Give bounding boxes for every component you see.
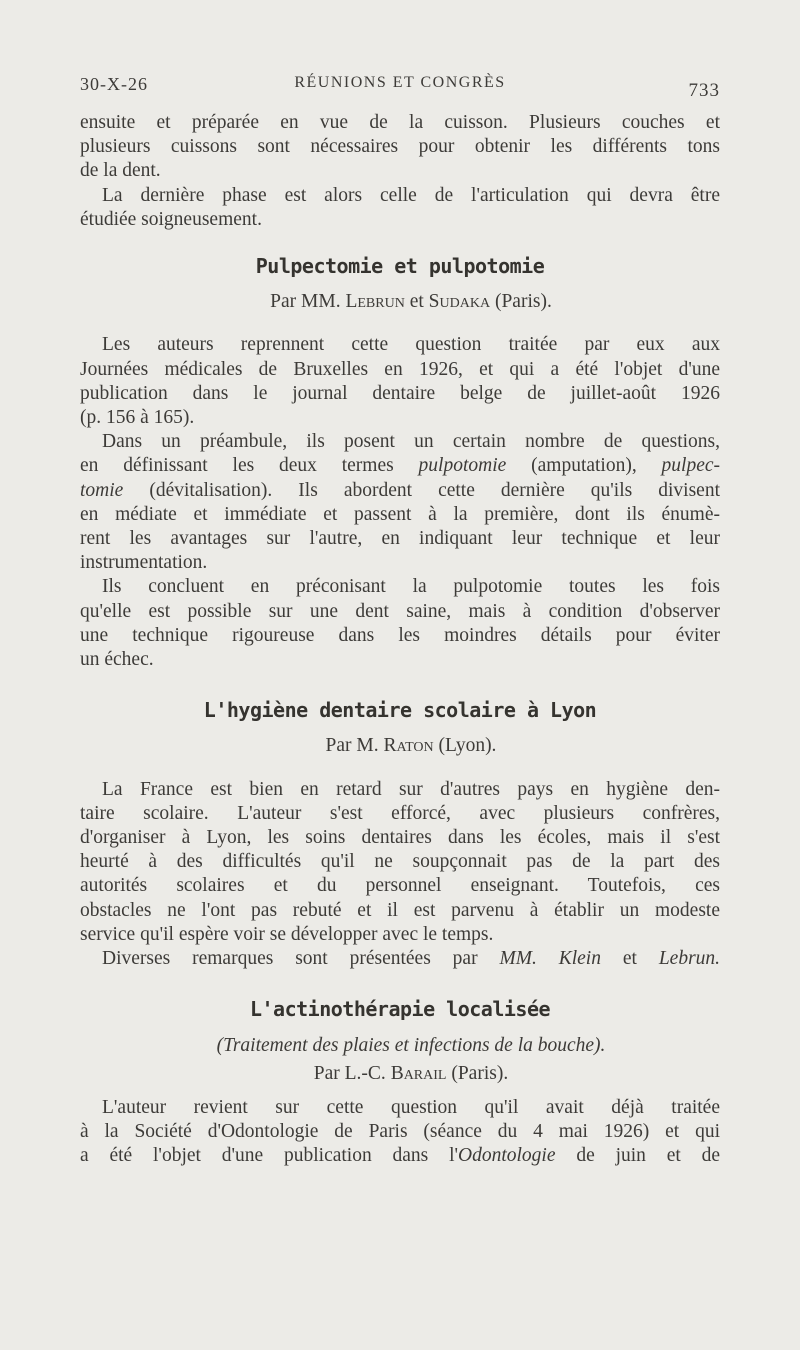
section-subtitle-actinotherapie: (Traitement des plaies et infections de la bouche). bbox=[216, 1034, 606, 1056]
section1-paragraph-2: Dans un préambule, ils posent un certain nombre de questions, en définissant les deux termes pulpotomie (amputation), pulpec- tomie (dévitalisation). Ils abordent cette dernière qu'ils divisent en médiate et immédiate et passent à la première, dont ils énumè- rent les avantages sur l'autre, en indiquant leur technique et leur instrumentation. bbox=[80, 431, 721, 574]
intro-paragraph-1: ensuite et préparée en vue de la cuisson. Plusieurs couches et plusieurs cuissons sont nécessaires pour obtenir les différents tons de la dent. bbox=[80, 112, 720, 182]
section1-paragraph-1: Les auteurs reprennent cette question traitée par eux aux Journées médicales de Bruxelles en 1926, et qui a été l'objet d'une publication dans le journal dentaire belge de juillet-août 1926 (p. 156 à 165). bbox=[80, 334, 720, 429]
section-byline-hygiene: Par M. Raton (Lyon). bbox=[325, 735, 497, 757]
running-header bbox=[80, 74, 720, 104]
author-name: Raton bbox=[383, 735, 434, 757]
section-title-actinotherapie: L'actinothérapie localisée bbox=[249, 997, 551, 1022]
section2-paragraph-2: Diverses remarques sont présentées par MM. Klein et Lebrun. bbox=[102, 948, 721, 970]
section1-paragraph-3: Ils concluent en préconisant la pulpotomie toutes les fois qu'elle est possible sur une dent saine, mais à condition d'observer une technique rigoureuse dans les moindres détails pour éviter un échec. bbox=[80, 576, 720, 671]
page-body bbox=[80, 111, 720, 1169]
section-title-pulpectomie: Pulpectomie et pulpotomie bbox=[255, 254, 545, 279]
section3-paragraph-1: L'auteur revient sur cette question qu'il avait déjà traitée à la Société d'Odontologie de Paris (séance du 4 mai 1926) et qui a été l'objet d'une publication dans l'Odontologie de juin et de bbox=[80, 1096, 721, 1167]
section-byline-pulpectomie: Par MM. Lebrun et Sudaka (Paris). bbox=[270, 291, 552, 313]
page-number: 733 bbox=[688, 80, 720, 101]
header-title: RÉUNIONS ET CONGRÈS bbox=[294, 74, 506, 91]
section-title-hygiene: L'hygiène dentaire scolaire à Lyon bbox=[203, 698, 597, 723]
author-name: Lebrun bbox=[345, 291, 405, 313]
author-name: Sudaka bbox=[428, 291, 491, 313]
section2-paragraph-1: La France est bien en retard sur d'autres pays en hygiène den- taire scolaire. L'auteur s'est efforcé, avec plusieurs confrères, d'organiser à Lyon, les soins dentaires dans les écoles, mais il s'est heurté à des difficultés qu'il ne soupçonnait pas de la part des autorités scolaires et du personnel enseignant. Toutefois, ces obstacles ne l'ont pas rebuté et il est parvenu à établir un modeste service qu'il espère voir se développer avec le temps. bbox=[80, 778, 720, 945]
intro-paragraph-2: La dernière phase est alors celle de l'articulation qui devra être étudiée soigneusement. bbox=[80, 184, 720, 230]
author-name: Barail bbox=[390, 1062, 447, 1084]
section-byline-actinotherapie: Par L.-C. Barail (Paris). bbox=[313, 1062, 509, 1084]
header-date: 30-X-26 bbox=[80, 74, 148, 94]
